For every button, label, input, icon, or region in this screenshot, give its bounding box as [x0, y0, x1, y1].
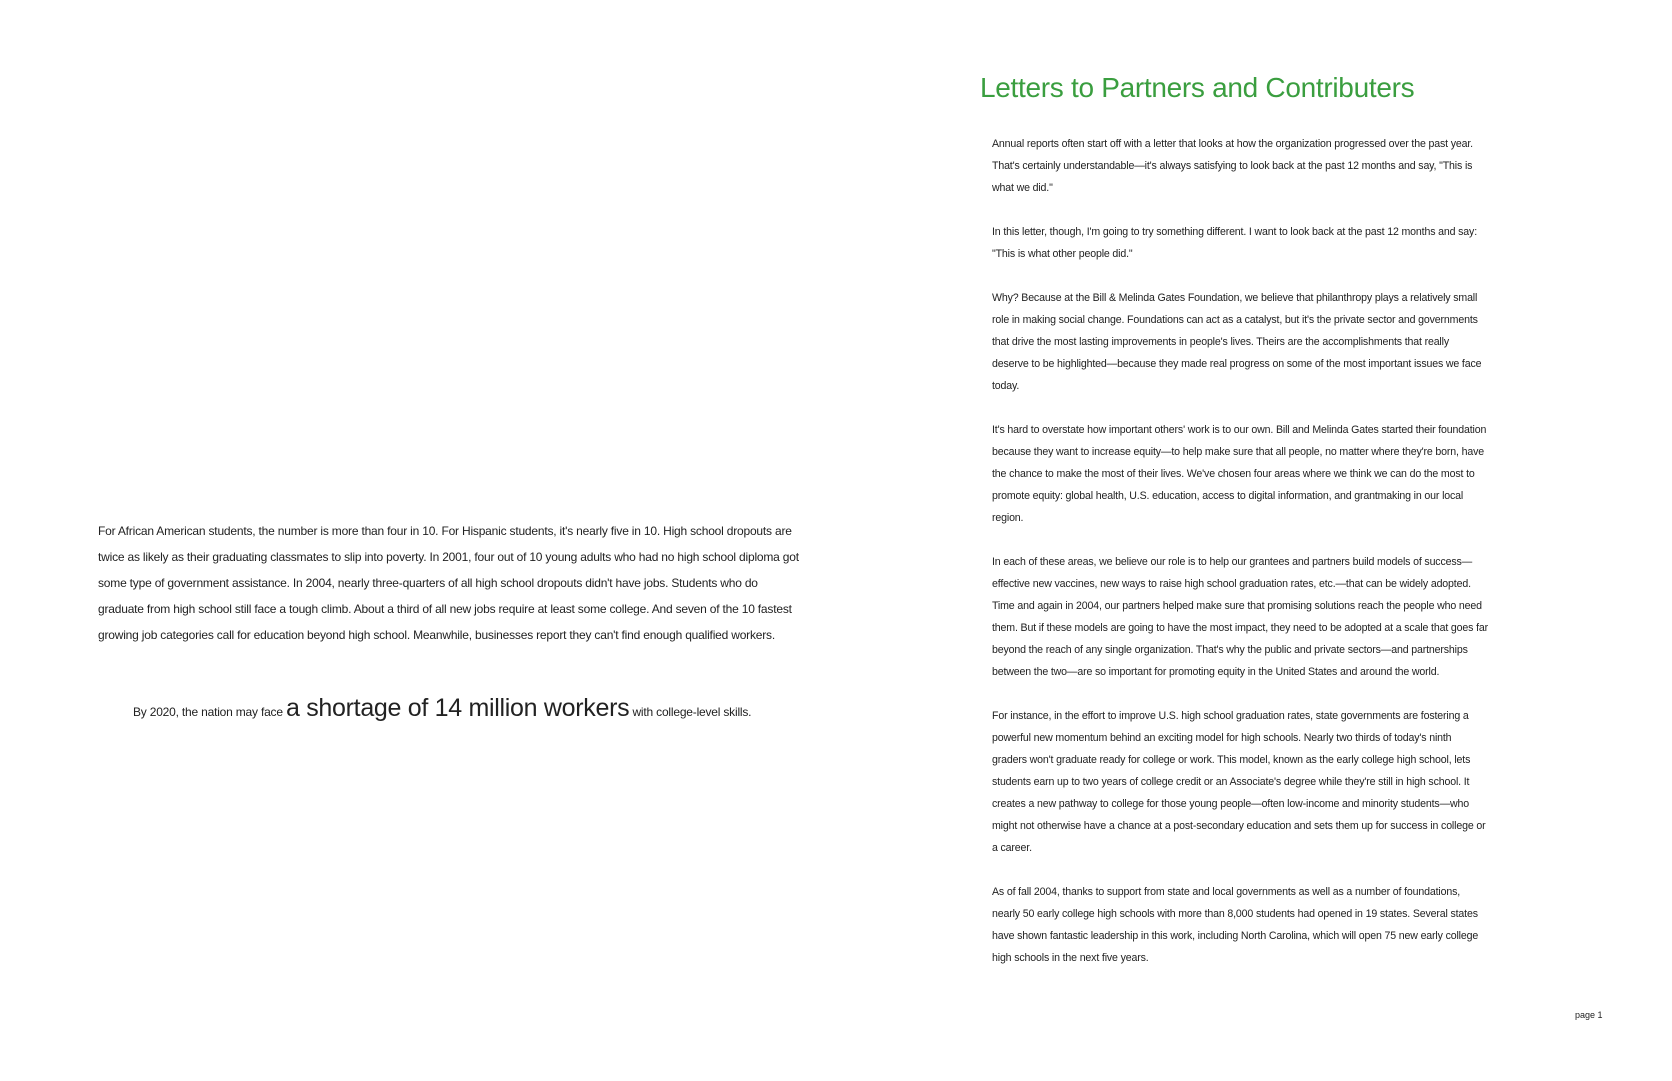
- letter-paragraph-3: Why? Because at the Bill & Melinda Gates Foundation, we believe that philanthropy plays a relatively small role in making social change. Foundations can act as a catalyst, but it's the private sector and governments that drive the most lasting improvements in people's lives. Theirs are the accomplishments that really deserve to be highlighted—because they made real progress on some of the most important issues we face today.: [992, 292, 1482, 392]
- letter-paragraph-6: For instance, in the effort to improve U.S. high school graduation rates, state governments are fostering a powerful new momentum behind an exciting model for high schools. Nearly two thirds of today's ninth graders won't graduate ready for college or work. This model, known as the early college high school, lets students earn up to two years of college credit or an Associate's degree while they're still in high school. It creates a new pathway to college for those young people—often low-income and minority students—who might not otherwise have a chance at a post-secondary education and sets them up for success in college or a career.: [992, 710, 1486, 854]
- letter-paragraph-2: In this letter, though, I'm going to try something different. I want to look back at the past 12 months and say: "This is what other people did.": [992, 226, 1477, 260]
- pull-quote: [133, 688, 813, 732]
- letter-paragraph-4: It's hard to overstate how important others' work is to our own. Bill and Melinda Gates started their foundation because they want to increase equity—to help make sure that all people, no matter where they're born, have the chance to make the most of their lives. We've chosen four areas where we think we can do the most to promote equity: global health, U.S. education, access to digital information, and grantmaking in our local region.: [992, 424, 1487, 524]
- pull-quote-tail: with college-level skills.: [632, 705, 752, 719]
- pull-quote-lead: By 2020, the nation may face: [133, 705, 283, 719]
- pull-quote-emphasis: a shortage of 14 million workers: [285, 694, 630, 722]
- letter-paragraph-7: As of fall 2004, thanks to support from state and local governments as well as a number of foundations, nearly 50 early college high schools with more than 8,000 students had opened in 19 states. Several states have shown fantastic leadership in this work, including North Carolina, which will open 75 new early college high schools in the next five years.: [992, 886, 1479, 964]
- letter-body: [992, 133, 1488, 991]
- page-number: page 1: [1575, 1010, 1603, 1020]
- left-body-paragraph: For African American students, the number is more than four in 10. For Hispanic students, it's nearly five in 10. High school dropouts are twice as likely as their graduating classmates to slip into poverty. In 2001, four out of 10 young adults who had no high school diploma got some type of government assistance. In 2004, nearly three-quarters of all high school dropouts didn't have jobs. Students who do graduate from high school still face a tough climb. About a third of all new jobs require at least some college. And seven of the 10 fastest growing job categories call for education beyond high school. Meanwhile, businesses report they can't find enough qualified workers.: [98, 524, 799, 642]
- letter-paragraph-1: Annual reports often start off with a letter that looks at how the organization progressed over the past year. That's certainly understandable—it's always satisfying to look back at the past 12 months and say, "This is what we did.": [992, 138, 1473, 194]
- page-title: Letters to Partners and Contributers: [980, 72, 1415, 103]
- letter-paragraph-5: In each of these areas, we believe our role is to help our grantees and partners build models of success—effective new vaccines, new ways to raise high school graduation rates, etc.—that can be widely adopted. Time and again in 2004, our partners helped make sure that promising solutions reach the people who need them. But if these models are going to have the most impact, they need to be adopted at a scale that goes far beyond the reach of any single organization. That's why the public and private sectors—and partnerships between the two—are so important for promoting equity in the United States and around the world.: [992, 556, 1488, 678]
